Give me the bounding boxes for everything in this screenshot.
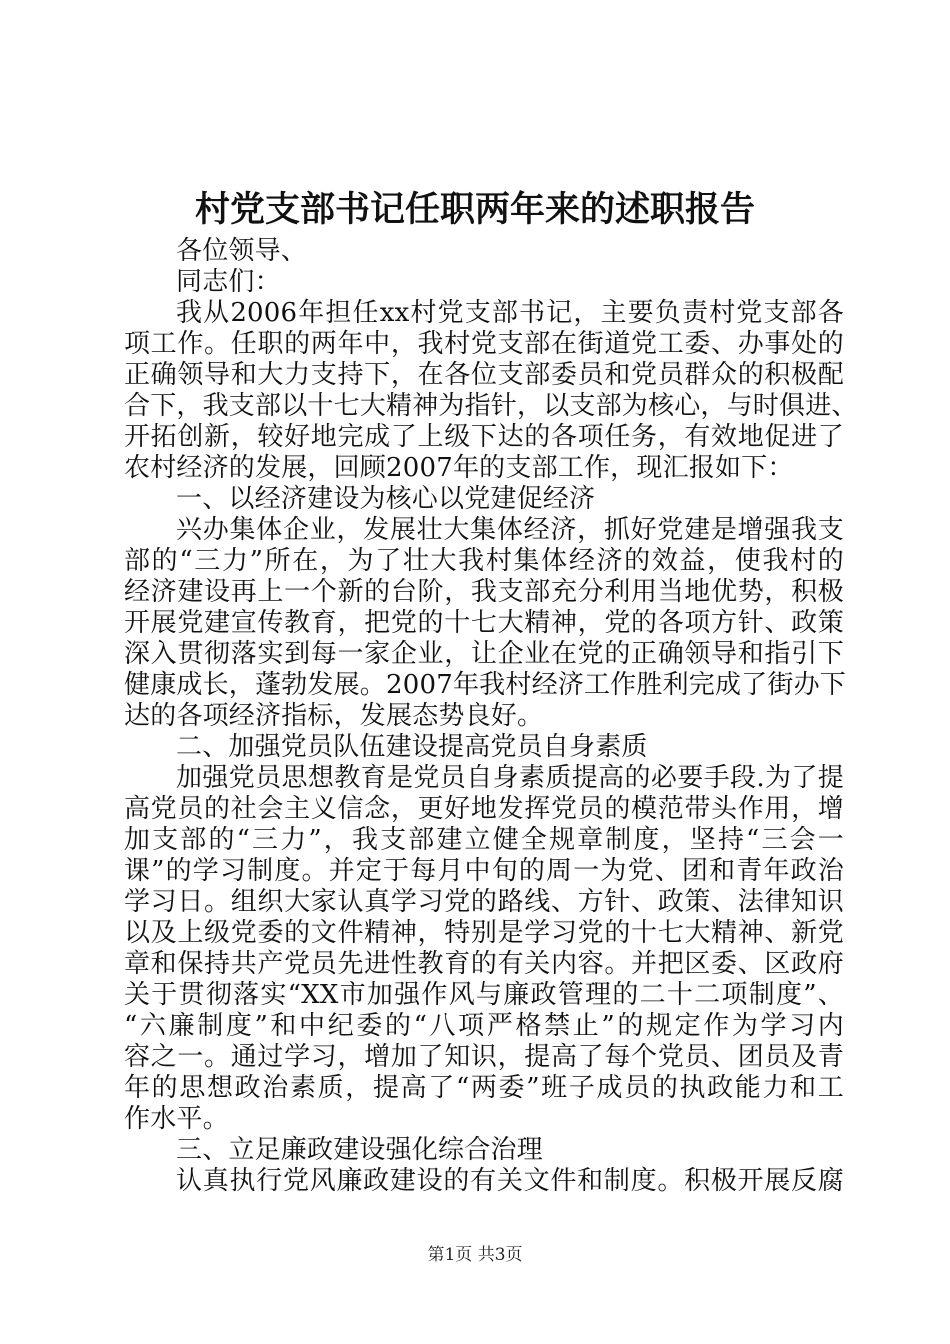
paragraph-line: 关于贯彻落实“XX市加强作风与廉政管理的二十二项制度”、 xyxy=(124,980,844,1010)
paragraph-line: 开拓创新，较好地完成了上级下达的各项任务，有效地促进了 xyxy=(124,422,844,452)
paragraph-line: 容之一。通过学习，增加了知识，提高了每个党员、团员及青 xyxy=(124,1042,844,1072)
paragraph-line: 加支部的“三力”，我支部建立健全规章制度，坚持“三会一 xyxy=(124,825,844,855)
paragraph-line: 学习日。组织大家认真学习党的路线、方针、政策、法律知识 xyxy=(124,887,844,917)
paragraph-line: 作水平。 xyxy=(124,1104,229,1134)
paragraph-line: 深入贯彻落实到每一家企业，让企业在党的正确领导和指引下 xyxy=(124,639,844,669)
paragraph-line: 我从2006年担任xx村党支部书记，主要负责村党支部各 xyxy=(176,298,844,328)
paragraph-line: 达的各项经济指标，发展态势良好。 xyxy=(124,701,544,731)
paragraph-line: 加强党员思想教育是党员自身素质提高的必要手段.为了提 xyxy=(176,763,844,793)
paragraph-line: 年的思想政治素质，提高了“两委”班子成员的执政能力和工 xyxy=(124,1073,844,1103)
salutation-line: 各位领导、 xyxy=(176,236,308,266)
paragraph-line: 经济建设再上一个新的台阶，我支部充分利用当地优势，积极 xyxy=(124,577,844,607)
section-heading: 一、以经济建设为核心以党建促经济 xyxy=(176,484,596,514)
page-number-footer: 第1页 共3页 xyxy=(427,1245,523,1265)
paragraph-line: 章和保持共产党员先进性教育的有关内容。并把区委、区政府 xyxy=(124,949,844,979)
paragraph-line: 以及上级党委的文件精神，特别是学习党的十七大精神、新党 xyxy=(124,918,844,948)
section-heading: 三、立足廉政建设强化综合治理 xyxy=(176,1135,543,1165)
document-body xyxy=(124,236,858,1197)
section-heading: 二、加强党员队伍建设提高党员自身素质 xyxy=(176,732,648,762)
paragraph-line: 课”的学习制度。并定于每月中旬的周一为党、团和青年政治 xyxy=(124,856,844,886)
paragraph-line: 开展党建宣传教育，把党的十七大精神，党的各项方针、政策 xyxy=(124,608,844,638)
paragraph-line: 健康成长，蓬勃发展。2007年我村经济工作胜利完成了街办下 xyxy=(124,670,846,700)
document-title: 村党支部书记任职两年来的述职报告 xyxy=(194,189,755,230)
paragraph-line: 部的“三力”所在，为了壮大我村集体经济的效益，使我村的 xyxy=(124,546,844,576)
paragraph-line: 项工作。任职的两年中，我村党支部在街道党工委、办事处的 xyxy=(124,329,844,359)
salutation-line: 同志们： xyxy=(176,267,281,297)
paragraph-line: 兴办集体企业，发展壮大集体经济，抓好党建是增强我支 xyxy=(176,515,844,545)
paragraph-line: 认真执行党风廉政建设的有关文件和制度。积极开展反腐 xyxy=(176,1166,844,1196)
paragraph-line: 合下，我支部以十七大精神为指针，以支部为核心，与时俱进、 xyxy=(124,391,858,421)
paragraph-line: 高党员的社会主义信念，更好地发挥党员的模范带头作用，增 xyxy=(124,794,844,824)
paragraph-line: 正确领导和大力支持下，在各位支部委员和党员群众的积极配 xyxy=(124,360,844,390)
paragraph-line: “六廉制度”和中纪委的“八项严格禁止”的规定作为学习内 xyxy=(124,1011,844,1041)
paragraph-line: 农村经济的发展，回顾2007年的支部工作，现汇报如下： xyxy=(124,453,794,483)
